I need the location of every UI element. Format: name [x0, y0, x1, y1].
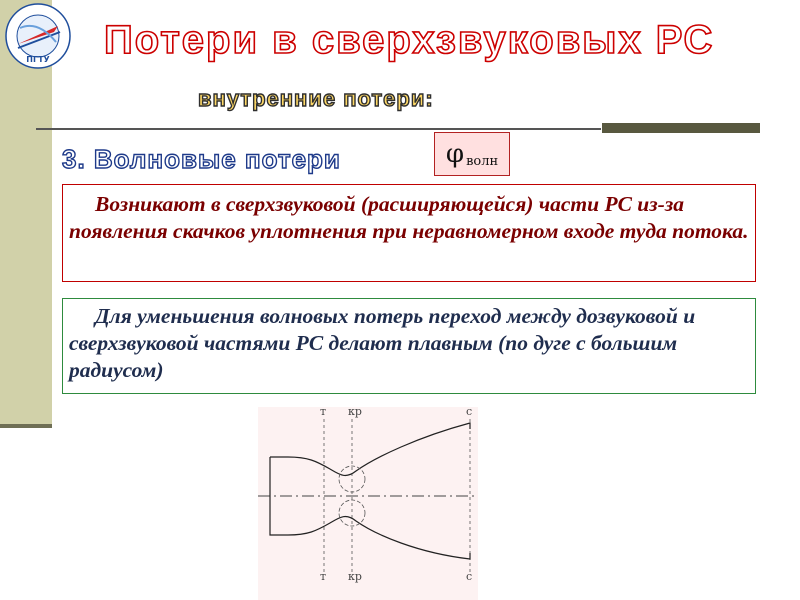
page-title: Потери в сверхзвуковых РС: [104, 18, 715, 62]
side-strip-divider: [0, 424, 52, 428]
cause-paragraph: [69, 191, 753, 245]
university-logo: [4, 2, 72, 70]
label-c-bottom: с: [466, 570, 473, 583]
label-kr-top: кр: [348, 405, 362, 418]
cause-text: Возникают в сверхзвуковой (расширяющейся) части РС из-за появления скачков уплотнения при неравномерном входе туда потока.: [69, 192, 749, 243]
label-c-top: с: [466, 405, 473, 418]
remedy-box: [62, 298, 756, 394]
remedy-text: Для уменьшения волновых потерь переход между дозвуковой и сверхзвуковой частями РС делают плавным (по дуге с большим радиусом): [69, 304, 696, 382]
phi-subscript: волн: [466, 153, 499, 169]
header-rule-block: [602, 123, 760, 133]
section-heading: 3. Волновые потери: [62, 144, 341, 174]
logo-university-text: ПГТУ: [26, 55, 50, 64]
phi-symbol: φ: [445, 139, 465, 169]
nozzle-diagram: [258, 407, 478, 600]
loss-coefficient-symbol: [434, 132, 510, 176]
nozzle-contour: [258, 407, 478, 600]
label-t-bottom: т: [320, 570, 327, 583]
page-subtitle: внутренние потери:: [198, 86, 434, 111]
cause-box: [62, 184, 756, 282]
header-rule: [36, 128, 601, 130]
remedy-paragraph: [69, 303, 753, 384]
label-t-top: т: [320, 405, 327, 418]
label-kr-bottom: кр: [348, 570, 362, 583]
